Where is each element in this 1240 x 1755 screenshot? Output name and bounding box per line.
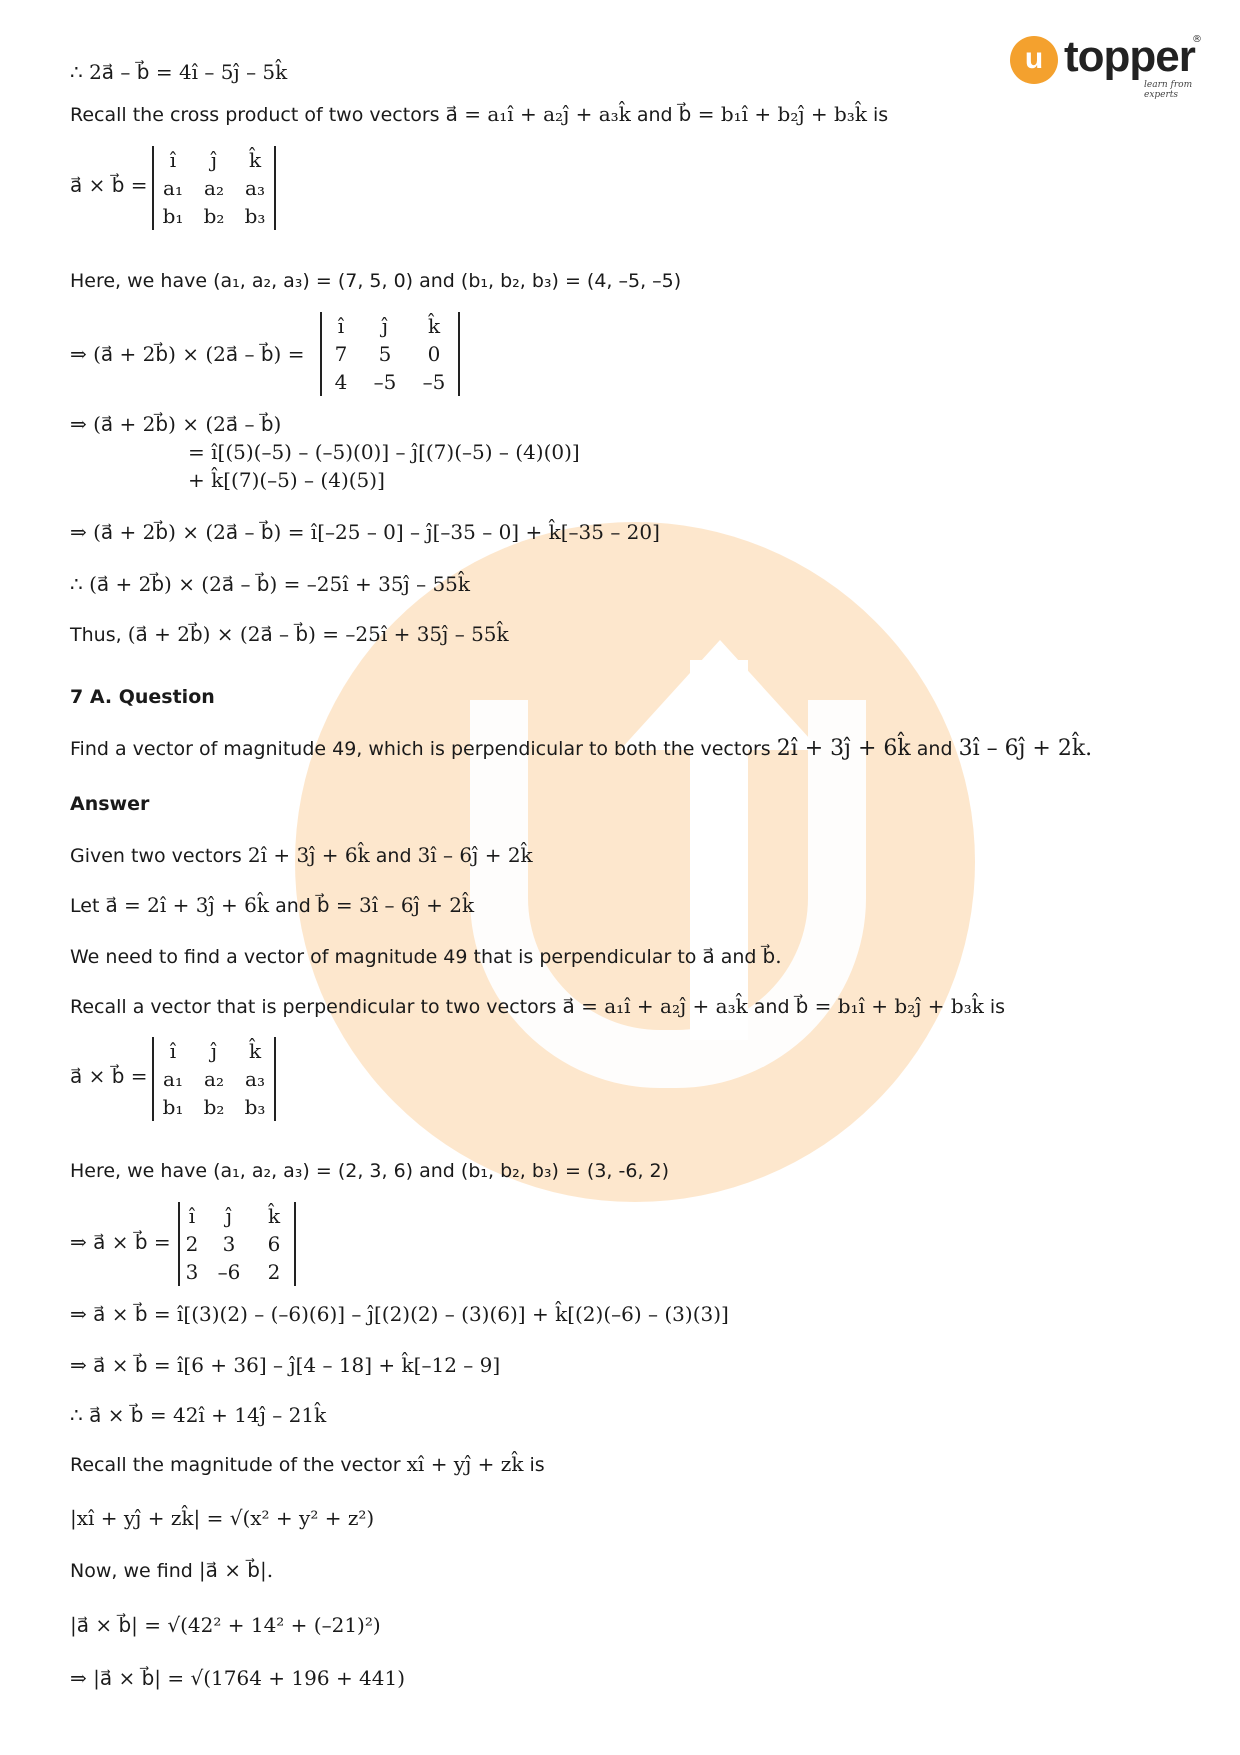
math-line: ⇒ (a⃗ + 2b⃗) × (2a⃗ – b⃗) = î[–25 – 0] – ĵ[–35 – 0] + k̂[–35 – 20]: [70, 520, 660, 544]
math-line: |xî + yĵ + zk̂| = √(x² + y² + z²): [70, 1506, 375, 1530]
text-span: Given two vectors: [70, 845, 242, 867]
math-line: ∴ a⃗ × b⃗ = 42î + 14ĵ – 21k̂: [70, 1403, 327, 1427]
math-span: a⃗: [702, 944, 715, 968]
math-label: ⇒ (a⃗ + 2b⃗) × (2a⃗ – b⃗) =: [70, 342, 305, 366]
text-span: Recall a vector that is perpendicular to two vectors: [70, 996, 557, 1018]
text-span: is: [873, 104, 889, 126]
math-label: ⇒ a⃗ × b⃗ =: [70, 1230, 171, 1254]
text-span: We need to find a vector of magnitude 49 that is perpendicular to: [70, 946, 697, 968]
det-cell: b₃: [244, 204, 266, 228]
det-cell: 0: [427, 342, 441, 366]
math-span: 3î – 6ĵ + 2k̂.: [958, 736, 1093, 761]
text-line: [70, 102, 888, 126]
logo-registered: ®: [1192, 34, 1202, 45]
text-span: and: [636, 104, 673, 126]
det-cell: 2: [185, 1232, 199, 1256]
math-line: ⇒ |a⃗ × b⃗| = √(1764 + 196 + 441): [70, 1666, 406, 1690]
math-line: ⇒ a⃗ × b⃗ = î[6 + 36] – ĵ[4 – 18] + k̂[–12 – 9]: [70, 1353, 501, 1377]
math-span: b⃗ = b₁î + b₂ĵ + b₃k̂: [678, 102, 867, 126]
logo-mark: u: [1010, 36, 1058, 84]
math-span: a⃗ = 2î + 3ĵ + 6k̂: [105, 893, 270, 917]
det-cell: a₂: [204, 1067, 224, 1091]
math-line: = î[(5)(–5) – (–5)(0)] – ĵ[(7)(–5) – (4)(0)]: [188, 440, 580, 464]
math-line: + k̂[(7)(–5) – (4)(5)]: [188, 468, 385, 492]
determinant-second: [178, 1202, 296, 1286]
question-text: [70, 736, 1092, 761]
determinant-first: [320, 312, 460, 396]
text-span: Recall the cross product of two vectors: [70, 104, 440, 126]
text-line: [70, 944, 782, 968]
text-line: Here, we have (a₁, a₂, a₃) = (7, 5, 0) and (b₁, b₂, b₃) = (4, –5, –5): [70, 270, 682, 292]
det-cell: 7: [334, 342, 348, 366]
math-span: b⃗ = 3î – 6ĵ + 2k̂: [316, 893, 475, 917]
text-span: and: [275, 895, 311, 917]
math-line: |a⃗ × b⃗| = √(42² + 14² + (–21)²): [70, 1613, 381, 1637]
det-cell: –6: [217, 1260, 241, 1284]
det-cell: a₁: [163, 1067, 183, 1091]
text-span: is: [529, 1454, 545, 1476]
det-cell: k̂: [267, 1204, 281, 1228]
math-line: ∴ (a⃗ + 2b⃗) × (2a⃗ – b⃗) = –25î + 35ĵ – 55k̂: [70, 572, 471, 596]
det-cell: î: [169, 1039, 177, 1063]
text-span: Now, we find: [70, 1560, 193, 1582]
math-span: 2î + 3ĵ + 6k̂: [247, 843, 370, 867]
det-cell: 2: [267, 1260, 281, 1284]
det-cell: a₂: [204, 176, 224, 200]
math-span: a⃗ = a₁î + a₂ĵ + a₃k̂: [445, 102, 631, 126]
logo-tagline: learn from experts: [1144, 80, 1193, 100]
text-line: Here, we have (a₁, a₂, a₃) = (2, 3, 6) and (b₁, b₂, b₃) = (3, -6, 2): [70, 1160, 670, 1182]
det-cell: 6: [267, 1232, 281, 1256]
text-line: [70, 893, 474, 917]
math-span: b⃗ = b₁î + b₂ĵ + b₃k̂: [795, 994, 984, 1018]
math-span: 2î + 3ĵ + 6k̂: [776, 736, 911, 761]
text-span: Thus,: [70, 624, 122, 646]
topper-logo: [1010, 32, 1210, 100]
text-line: [70, 994, 1005, 1018]
det-cell: b₂: [203, 1095, 225, 1119]
det-cell: k̂: [248, 1039, 262, 1063]
text-line: [70, 843, 533, 867]
det-cell: î: [188, 1204, 196, 1228]
math-span: b⃗.: [762, 944, 782, 968]
det-cell: a₃: [245, 1067, 265, 1091]
det-cell: ĵ: [225, 1204, 233, 1228]
det-cell: ĵ: [381, 314, 389, 338]
det-cell: a₁: [163, 176, 183, 200]
text-span: Let: [70, 895, 100, 917]
det-cell: b₃: [244, 1095, 266, 1119]
det-cell: –5: [422, 370, 446, 394]
watermark-arrow-head: [620, 640, 820, 750]
det-cell: 3: [185, 1260, 199, 1284]
determinant-general-2: [152, 1037, 276, 1121]
determinant-general-1: [152, 146, 276, 230]
logo-word: topper: [1064, 32, 1195, 81]
text-span: and: [753, 996, 790, 1018]
text-line: [70, 1452, 545, 1476]
question-heading: 7 A. Question: [70, 686, 215, 708]
math-span: a⃗ = a₁î + a₂ĵ + a₃k̂: [562, 994, 748, 1018]
text-span: Recall the magnitude of the vector: [70, 1454, 401, 1476]
text-span: and: [916, 738, 953, 760]
det-cell: k̂: [427, 314, 441, 338]
det-cell: ĵ: [210, 1039, 218, 1063]
math-span: xî + yĵ + zk̂: [406, 1452, 524, 1476]
det-cell: î: [169, 148, 177, 172]
math-span: |a⃗ × b⃗|.: [198, 1558, 274, 1582]
answer-heading: Answer: [70, 793, 150, 815]
text-line: [70, 1558, 273, 1582]
det-cell: –5: [373, 370, 397, 394]
math-span: 3î – 6ĵ + 2k̂: [417, 843, 533, 867]
det-cell: 5: [378, 342, 392, 366]
text-span: Find a vector of magnitude 49, which is perpendicular to both the vectors: [70, 738, 771, 760]
text-span: is: [989, 996, 1006, 1018]
text-line: [70, 622, 509, 646]
det-cell: ĵ: [210, 148, 218, 172]
det-cell: b₁: [162, 204, 184, 228]
math-span: (a⃗ + 2b⃗) × (2a⃗ – b⃗) = –25î + 35ĵ – 55k̂: [127, 622, 509, 646]
det-cell: î: [337, 314, 345, 338]
det-cell: b₁: [162, 1095, 184, 1119]
text-span: and: [720, 946, 757, 968]
math-line: ⇒ (a⃗ + 2b⃗) × (2a⃗ – b⃗): [70, 412, 282, 436]
det-cell: k̂: [248, 148, 262, 172]
det-cell: a₃: [245, 176, 265, 200]
result-line: ∴ 2a⃗ – b⃗ = 4î – 5ĵ – 5k̂: [70, 60, 288, 84]
det-cell: b₂: [203, 204, 225, 228]
det-cell: 4: [334, 370, 348, 394]
math-label: a⃗ × b⃗ =: [70, 1064, 148, 1088]
math-line: ⇒ a⃗ × b⃗ = î[(3)(2) – (–6)(6)] – ĵ[(2)(2) – (3)(6)] + k̂[(2)(–6) – (3)(3)]: [70, 1302, 729, 1326]
det-cell: 3: [222, 1232, 236, 1256]
text-span: and: [375, 845, 412, 867]
math-label: a⃗ × b⃗ =: [70, 173, 148, 197]
